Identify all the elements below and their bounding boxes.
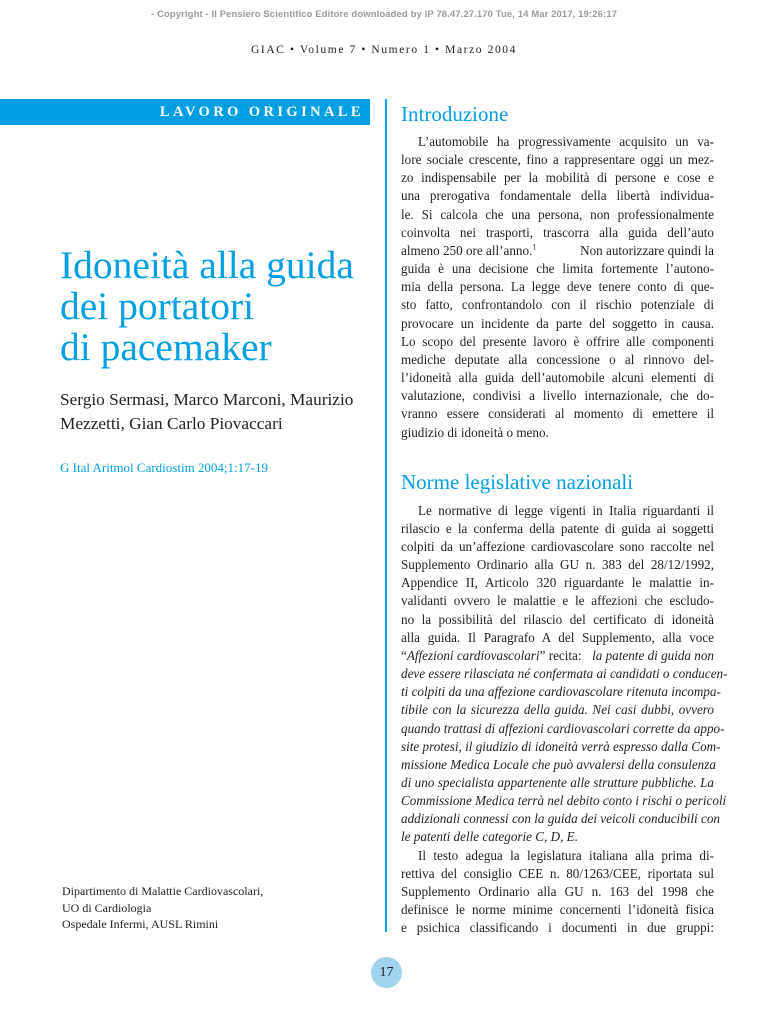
- italic-line: tibile con la sicurezza della guida. Nei casi dubbi, ovvero: [401, 702, 714, 718]
- column-divider: [385, 99, 387, 932]
- text-line: Supplemento Ordinario alla GU n. 163 del 1998 che: [401, 883, 714, 899]
- authors-line: Mezzetti, Gian Carlo Piovaccari: [60, 414, 283, 433]
- text-line: no la possibilità del rilascio del certificato di idoneità: [401, 611, 714, 627]
- text-line: Supplemento Ordinario alla GU n. 383 del 28/12/1992,: [401, 557, 714, 573]
- text-line: definisce le norme minime concernenti l’idoneità fisica: [401, 902, 714, 918]
- text-fragment: “: [401, 647, 407, 663]
- section-label-banner: [0, 99, 370, 125]
- page-number: 17: [379, 965, 394, 980]
- text-line: sto fatto, confrontandolo con il rischio potenziale di: [401, 297, 714, 313]
- norme-paragraph: [401, 502, 728, 938]
- text-line: zo indispensabile per la mobilità di persone e cose e: [401, 170, 714, 186]
- text-line: guida è una decisione che limita fortemente l’autono-: [401, 261, 714, 277]
- italic-fragment: Affezioni cardiovascolari: [406, 647, 540, 663]
- text-fragment: almeno 250 ore all’anno.: [401, 242, 533, 258]
- text-line: valutazione, condivisi a livello internazionale, che do-: [401, 388, 714, 404]
- title-line: di pacemaker: [60, 325, 272, 369]
- italic-line: missione Medica Locale che può avvalersi della consulenza: [401, 756, 716, 772]
- italic-line: addizionali connessi con la guida dei veicoli conducibili con: [401, 811, 720, 827]
- authors: [60, 388, 380, 436]
- text-line: L’automobile ha progressivamente acquisito un va-: [418, 134, 714, 149]
- text-line: provocare un incidente da parte del soggetto in causa.: [401, 315, 714, 331]
- text-line: Il testo adegua la legislatura italiana alla prima di-: [418, 847, 714, 863]
- text-line: mia della persona. La legge deve tenere conto di que-: [401, 279, 714, 295]
- text-line: Appendice II, Articolo 320 riguardante le malattie in-: [401, 575, 714, 591]
- title-line: Idoneità alla guida: [60, 243, 354, 287]
- copyright-notice: - Copyright - Il Pensiero Scientifico Editore downloaded by IP 78.47.27.170 Tue, 14 Mar 2017, 19:26:17: [150, 9, 617, 20]
- affiliation: [62, 883, 362, 933]
- text-line: le. Si calcola che una persona, non professionalmente: [401, 206, 714, 222]
- text-line: l’idoneità alla guida dell’automobile alcuni elementi di: [401, 370, 714, 386]
- authors-line: Sergio Sermasi, Marco Marconi, Maurizio: [60, 390, 354, 409]
- italic-line: ti colpiti da una affezione cardiovascolare ritenuta incompa-: [401, 684, 721, 700]
- italic-line: site protesi, il giudizio di idoneità verrà espresso dalla Com-: [401, 738, 721, 754]
- text-line: coinvolta nei trasporti, trascorra alla guida dell’auto: [401, 224, 714, 240]
- text-line: rilascio e la conferma della patente di guida ai soggetti: [401, 520, 714, 536]
- page-number-badge: [371, 957, 402, 988]
- article-body: [401, 101, 728, 937]
- text-line: validanti ovvero le malattie e le affezioni che escludo-: [401, 593, 714, 609]
- text-line-with-footnote: [401, 242, 714, 260]
- section-label: LAVORO ORIGINALE: [159, 104, 364, 120]
- running-header: GIAC • Volume 7 • Numero 1 • Marzo 2004: [250, 44, 518, 56]
- italic-line: le patenti delle categorie C, D, E.: [401, 829, 578, 845]
- affiliation-line: Ospedale Infermi, AUSL Rimini: [62, 917, 219, 931]
- text-line: una prerogativa fondamentale della libertà individua-: [401, 188, 714, 204]
- footnote-ref[interactable]: 1: [532, 242, 537, 252]
- title-line: dei portatori: [60, 284, 255, 328]
- text-fragment: Non autorizzare quindi la: [580, 242, 714, 258]
- italic-line: quando trattasi di affezioni cardiovascolari corrette da appo-: [401, 720, 725, 736]
- text-line: lore sociale crescente, fino a rappresentare oggi un mez-: [401, 152, 714, 168]
- intro-paragraph: [401, 133, 714, 442]
- italic-line: deve essere rilasciata né confermata ai candidati o conducen-: [401, 666, 728, 682]
- text-line: alla guida. Il Paragrafo A del Supplemento, alla voce: [401, 629, 714, 645]
- affiliation-line: UO di Cardiologia: [62, 900, 152, 915]
- italic-fragment: la patente di guida non: [592, 647, 714, 663]
- text-line: colpiti da un’affezione cardiovascolare sono raccolte nel: [401, 538, 714, 554]
- text-line: vranno essere considerati al momento di emettere il: [401, 406, 714, 422]
- text-line: e psichica classificando i documenti in due gruppi:: [401, 920, 714, 936]
- text-line-mixed: [401, 647, 714, 665]
- citation: G Ital Aritmol Cardiostim 2004;1:17-19: [60, 460, 268, 475]
- text-line: Le normative di legge vigenti in Italia riguardanti il: [418, 502, 714, 518]
- italic-line: di uno specialista appartenente alle strutture pubbliche. La: [401, 775, 714, 790]
- article-title: [60, 245, 380, 368]
- italic-line: Commissione Medica terrà nel debito conto i rischi o pericoli: [401, 793, 727, 809]
- text-line: giudizio di idoneità o meno.: [401, 424, 549, 440]
- text-line: mediche deputate alla concessione o al rinnovo del-: [401, 351, 714, 367]
- norme-heading: Norme legislative nazionali: [401, 469, 634, 494]
- text-line: rettiva del consiglio CEE n. 80/1263/CEE, riportata sul: [401, 865, 714, 881]
- text-line: Lo scopo del presente lavoro è offrire alle componenti: [401, 333, 714, 349]
- affiliation-line: Dipartimento di Malattie Cardiovascolari,: [62, 884, 264, 898]
- intro-heading: Introduzione: [401, 102, 509, 126]
- text-fragment: ” recita:: [539, 647, 582, 663]
